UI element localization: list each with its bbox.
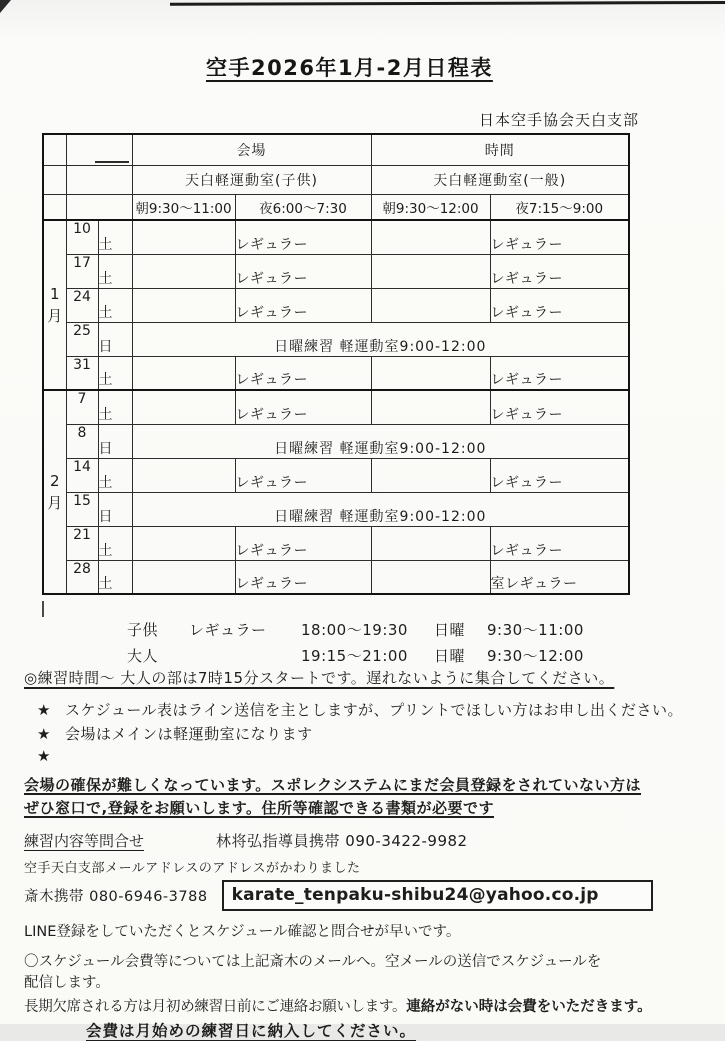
weekday-cell: 日	[98, 492, 132, 526]
weekday-cell: 土	[98, 526, 132, 560]
legend-label	[189, 645, 301, 666]
session-cell: レギュラー	[490, 390, 629, 424]
weekday-cell: 土	[98, 390, 132, 424]
weekday-cell: 土	[98, 560, 132, 594]
date-cell: 24	[66, 288, 98, 322]
star-text: 会場はメインは軽運動室になります	[64, 725, 313, 743]
star-icon: ★	[37, 701, 51, 719]
month-unit: 月	[47, 306, 63, 325]
session-cell: レギュラー	[490, 356, 629, 390]
note-registration	[24, 774, 672, 821]
month-unit: 月	[47, 493, 63, 512]
contact-line	[24, 830, 716, 851]
legend-time: 9:30～12:00	[487, 647, 584, 665]
session-cell: レギュラー	[235, 526, 371, 560]
legend-time: 19:15～21:00	[301, 647, 408, 665]
scan-artifact-topline	[170, 1, 725, 5]
session-cell	[371, 526, 490, 560]
date-cell: 31	[66, 356, 98, 390]
date-cell: 21	[66, 526, 98, 560]
session-cell	[371, 458, 490, 492]
header-venue-adults: 天白軽運動室(一般)	[371, 165, 629, 194]
weekday-cell: 土	[98, 288, 132, 322]
schedule-fee-line-1: 〇スケジュール会費等については上記斎木のメールへ。空メールの送信でスケジュールを	[24, 953, 602, 970]
session-cell	[132, 526, 235, 560]
month-label-february	[43, 390, 66, 594]
address-changed-note: 空手天白支部メールアドレスのアドレスがかわりました	[24, 860, 361, 876]
table-row-jan-24	[43, 288, 629, 322]
header-session-kids-evening: 夜6:00～7:30	[235, 194, 371, 220]
session-cell: レギュラー	[235, 288, 371, 322]
sunday-practice-cell: 日曜練習 軽運動室9:00-12:00	[132, 492, 629, 526]
fee-payment-note: 会費は月始めの練習日に納入してください。	[86, 1021, 417, 1040]
schedule-fee-note	[24, 952, 716, 994]
header-session-adults-evening: 夜7:15～9:00	[490, 194, 629, 220]
month-number: 1	[49, 284, 60, 303]
page-title: 空手2026年1月-2月日程表	[206, 56, 493, 80]
session-cell	[132, 288, 235, 322]
session-cell: レギュラー	[235, 458, 371, 492]
session-cell	[132, 560, 235, 594]
saiki-contact-line	[24, 880, 716, 911]
header-session-kids-morning: 朝9:30～11:00	[132, 194, 235, 220]
table-row-feb-21	[43, 526, 629, 560]
absence-text: 長期欠席される方は月初め練習日前にご連絡お願いします。	[24, 998, 407, 1015]
session-cell	[132, 390, 235, 424]
note-star-venue	[37, 723, 716, 744]
session-cell	[132, 356, 235, 390]
star-text: スケジュール表はライン送信を主としますが、プリントでほしい方はお申し出ください。	[64, 701, 684, 719]
practice-time-legend	[127, 619, 599, 666]
month-number: 2	[49, 471, 60, 490]
table-row-jan-17	[43, 254, 629, 288]
session-cell: レギュラー	[235, 220, 371, 254]
header-session-adults-morning: 朝9:30～12:00	[371, 194, 490, 220]
date-cell: 14	[66, 458, 98, 492]
date-cell: 10	[66, 220, 98, 254]
month-label-january	[43, 220, 66, 390]
organization-name: 日本空手協会天白支部	[478, 111, 639, 129]
email-address-box: karate_tenpaku-shibu24@yahoo.co.jp	[222, 880, 653, 911]
session-cell: レギュラー	[490, 288, 629, 322]
header-blank	[43, 194, 66, 220]
scan-artifact-corner	[0, 0, 11, 13]
weekday-cell: 土	[98, 356, 132, 390]
star-icon: ★	[37, 747, 51, 765]
session-cell: レギュラー	[490, 458, 629, 492]
legend-label: レギュラー	[189, 621, 267, 639]
session-cell	[132, 220, 235, 254]
session-cell: レギュラー	[490, 254, 629, 288]
schedule-fee-line-2: 配信します。	[24, 974, 110, 991]
star-icon: ★	[37, 725, 51, 743]
weekday-cell: 日	[98, 424, 132, 458]
legend-day: 日曜	[434, 621, 466, 639]
session-cell: 室レギュラー	[490, 560, 629, 594]
header-venue: 会場	[132, 134, 371, 165]
saiki-phone: 斎木携帯 080-6946-3788	[24, 888, 208, 905]
scan-mark-dash	[95, 161, 129, 163]
scan-artifact-tick	[42, 601, 44, 617]
table-row-feb-28	[43, 560, 629, 594]
table-row-feb-7	[43, 390, 629, 424]
note-star-empty	[37, 747, 716, 765]
session-cell: レギュラー	[490, 220, 629, 254]
header-blank	[66, 165, 132, 194]
sunday-practice-cell: 日曜練習 軽運動室9:00-12:00	[132, 424, 629, 458]
session-cell: レギュラー	[235, 356, 371, 390]
session-cell	[371, 288, 490, 322]
session-cell	[132, 254, 235, 288]
header-blank	[43, 165, 66, 194]
table-row-jan-31	[43, 356, 629, 390]
contact-label: 練習内容等問合せ	[24, 831, 145, 850]
session-cell: レギュラー	[235, 560, 371, 594]
session-cell	[371, 254, 490, 288]
table-row-feb-14	[43, 458, 629, 492]
legend-day: 日曜	[434, 647, 466, 665]
schedule-table	[42, 133, 630, 595]
long-absence-note	[24, 995, 716, 1016]
header-venue-kids: 天白軽運動室(子供)	[132, 165, 371, 194]
legend-who: 子供	[127, 621, 159, 639]
date-cell: 25	[66, 322, 98, 356]
session-cell	[371, 220, 490, 254]
session-cell: レギュラー	[490, 526, 629, 560]
session-cell: レギュラー	[235, 390, 371, 424]
date-cell: 7	[66, 390, 98, 424]
header-blank-date	[66, 134, 132, 165]
weekday-cell: 土	[98, 220, 132, 254]
session-cell	[371, 356, 490, 390]
sunday-practice-cell: 日曜練習 軽運動室9:00-12:00	[132, 322, 629, 356]
header-blank	[66, 194, 132, 220]
legend-time: 18:00～19:30	[301, 621, 408, 639]
date-cell: 17	[66, 254, 98, 288]
header-time: 時間	[371, 134, 629, 165]
session-cell	[371, 390, 490, 424]
registration-line-1: 会場の確保が難しくなっています。スポレクシステムにまだ会員登録をされていない方は	[24, 776, 642, 794]
legend-who: 大人	[127, 647, 159, 665]
session-cell	[132, 458, 235, 492]
header-blank-month	[43, 134, 66, 165]
note-practice-time: ◎練習時間～ 大人の部は7時15分スタートです。遅れないように集合してください。	[24, 669, 615, 687]
registration-line-2: ぜひ窓口で,登録をお願いします。住所等確認できる書類が必要です	[24, 799, 495, 818]
table-row-feb-8	[43, 424, 629, 458]
weekday-cell: 土	[98, 458, 132, 492]
table-row-jan-10	[43, 220, 629, 254]
table-row-feb-15	[43, 492, 629, 526]
legend-time: 9:30～11:00	[487, 621, 584, 639]
date-cell: 8	[66, 424, 98, 458]
notes-section	[24, 667, 716, 1041]
note-star-schedule	[37, 699, 716, 720]
weekday-cell: 土	[98, 254, 132, 288]
line-registration-note: LINE登録をしていただくとスケジュール確認と問合せが早いです。	[24, 923, 461, 940]
table-row-jan-25	[43, 322, 629, 356]
absence-text-bold: 連絡がない時は会費をいただきます。	[406, 998, 652, 1015]
instructor-phone: 林将弘指導員携帯 090-3422-9982	[216, 831, 468, 850]
date-cell: 15	[66, 492, 98, 526]
session-cell: レギュラー	[235, 254, 371, 288]
date-cell: 28	[66, 560, 98, 594]
session-cell	[371, 560, 490, 594]
weekday-cell: 日	[98, 322, 132, 356]
